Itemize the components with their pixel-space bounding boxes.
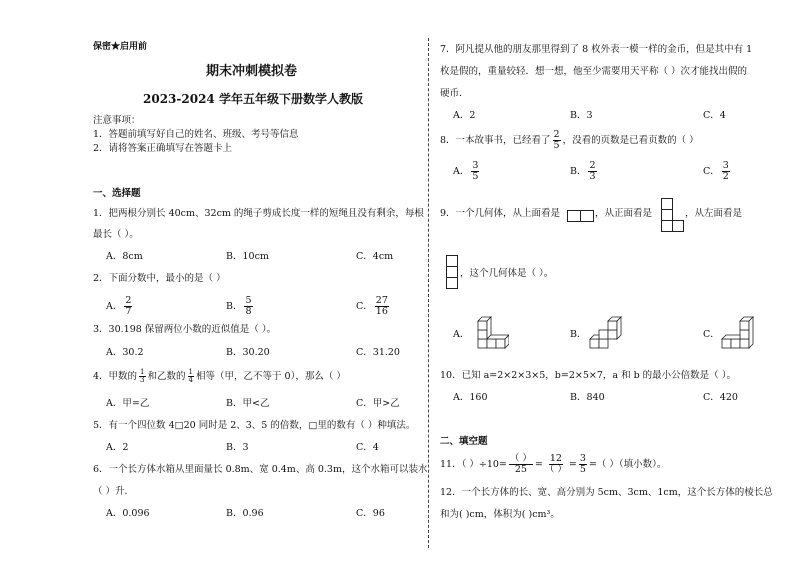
question-7-stem-cont: 枚是假的，重量较轻．想一想，他至少需要用天平称（ ）次才能找出假的 [440, 66, 748, 77]
q6-option-a[interactable]: A．0.096 [106, 508, 150, 519]
question-3-stem: 3．30.198 保留两位小数的近似值是（ ）。 [93, 324, 277, 335]
q1-option-c[interactable]: C．4cm [356, 251, 394, 262]
question-1-stem: 1．把两根分别长 40cm、32cm 的绳子剪成长度一样的短绳且没有剩余，每根 [93, 208, 424, 219]
note-item: 2．请将答案正确填写在答题卡上 [93, 143, 233, 154]
cube-stack-a-icon [471, 313, 509, 353]
section-title-fill: 二、填空题 [440, 436, 488, 447]
question-9-stem-front: ，从正面看是 [595, 208, 653, 219]
question-1-stem-cont: 最长（ ）。 [93, 229, 139, 240]
q1-option-a[interactable]: A．8cm [106, 251, 143, 262]
q7-option-c[interactable]: C．4 [703, 110, 726, 121]
q10-option-b[interactable]: B．840 [570, 392, 605, 403]
question-9-stem-end: ，这个几何体是（ ）。 [460, 268, 554, 279]
q4-option-a[interactable]: A．甲=乙 [106, 398, 150, 409]
exam-title: 期末冲刺模拟卷 [206, 64, 298, 79]
confidential-mark: 保密★启用前 [93, 42, 148, 52]
q7-option-a[interactable]: A．2 [453, 110, 476, 121]
q10-option-c[interactable]: C．420 [703, 392, 738, 403]
q9-option-a[interactable]: A． [453, 329, 470, 340]
section-title-choice: 一、选择题 [93, 188, 141, 199]
question-9-stem-left: ，从左面看是 [685, 208, 743, 219]
notes-heading: 注意事项： [93, 115, 141, 126]
q2-option-c[interactable]: C． $\frac{27}{16}$ [356, 295, 388, 317]
question-12-stem-cont: 和为( )cm，体积为( )cm³。 [440, 509, 560, 520]
q4-option-b[interactable]: B．甲<乙 [226, 398, 270, 409]
q1-option-b[interactable]: B．10cm [226, 251, 269, 262]
question-10-stem: 10．已知 a=2×2×3×5，b=2×5×7，a 和 b 的最小公倍数是（ ）。 [440, 370, 736, 381]
q8-option-c[interactable]: C． $\frac{3}{2}$ [703, 160, 729, 182]
question-2-stem: 2．下面分数中，最小的是（ ） [93, 273, 226, 284]
question-9-stem: 9．一个几何体，从上面看是 [440, 208, 561, 219]
note-item: 1．答题前填写好自己的姓名、班级、考号等信息 [93, 129, 299, 140]
question-7-stem-cont: 硬币． [440, 88, 469, 99]
q5-option-b[interactable]: B．3 [226, 442, 249, 453]
question-7-stem: 7．阿凡提从他的朋友那里得到了 8 枚外表一模一样的金币，但是其中有 1 [440, 44, 753, 55]
q9-option-c[interactable]: C． [703, 329, 720, 340]
q9-option-b[interactable]: B． [570, 329, 587, 340]
q3-option-b[interactable]: B．30.20 [226, 347, 270, 358]
q5-option-c[interactable]: C．4 [356, 442, 379, 453]
question-12-stem: 12．一个长方体的长、宽、高分别为 5cm、3cm、1cm，这个长方体的棱长总 [440, 487, 773, 498]
q4-option-c[interactable]: C．甲>乙 [356, 398, 400, 409]
q8-option-a[interactable]: A． $\frac{3}{5}$ [453, 160, 479, 182]
question-6-stem-cont: （ ）升. [93, 486, 128, 497]
question-8-stem: 8．一本故事书，已经看了 $\frac{2}{5}$ ，没看的页数是已看页数的（ ） [440, 129, 699, 151]
cube-stack-b-icon [586, 313, 624, 353]
question-11-stem: 11．（ ）÷10= $\frac{( )}{25}$ = $\frac{12}{( )}$ = $\frac{3}{5}$ =（ ）（填小数）。 [440, 453, 667, 475]
q3-option-a[interactable]: A．30.2 [106, 347, 144, 358]
q6-option-c[interactable]: C．96 [356, 508, 385, 519]
q3-option-c[interactable]: C．31.20 [356, 347, 400, 358]
q5-option-a[interactable]: A．2 [106, 442, 129, 453]
q7-option-b[interactable]: B．3 [570, 110, 593, 121]
question-6-stem: 6．一个长方体水箱从里面量长 0.8m、宽 0.4m、高 0.3m，这个水箱可以装水 [93, 464, 428, 475]
q2-option-b[interactable]: B． $\frac{5}{8}$ [226, 295, 252, 317]
cube-stack-c-icon [718, 313, 756, 353]
column-divider [428, 38, 429, 548]
exam-subtitle: 2023-2024 学年五年级下册数学人教版 [143, 92, 363, 106]
q2-option-a[interactable]: A． $\frac{2}{7}$ [106, 295, 132, 317]
right-column [433, 0, 794, 561]
q8-option-b[interactable]: B． $\frac{2}{3}$ [570, 160, 596, 182]
question-4-stem: 4．甲数的 $\frac{1}{3}$ 和乙数的 $\frac{1}{4}$ 相等（甲，乙不等于 0），那么（ ） [93, 368, 346, 384]
q6-option-b[interactable]: B．0.96 [226, 508, 264, 519]
question-5-stem: 5．有一个四位数 4□20 同时是 2、3、5 的倍数，□里的数有（ ）种填法。 [93, 420, 416, 431]
q10-option-a[interactable]: A．160 [453, 392, 488, 403]
